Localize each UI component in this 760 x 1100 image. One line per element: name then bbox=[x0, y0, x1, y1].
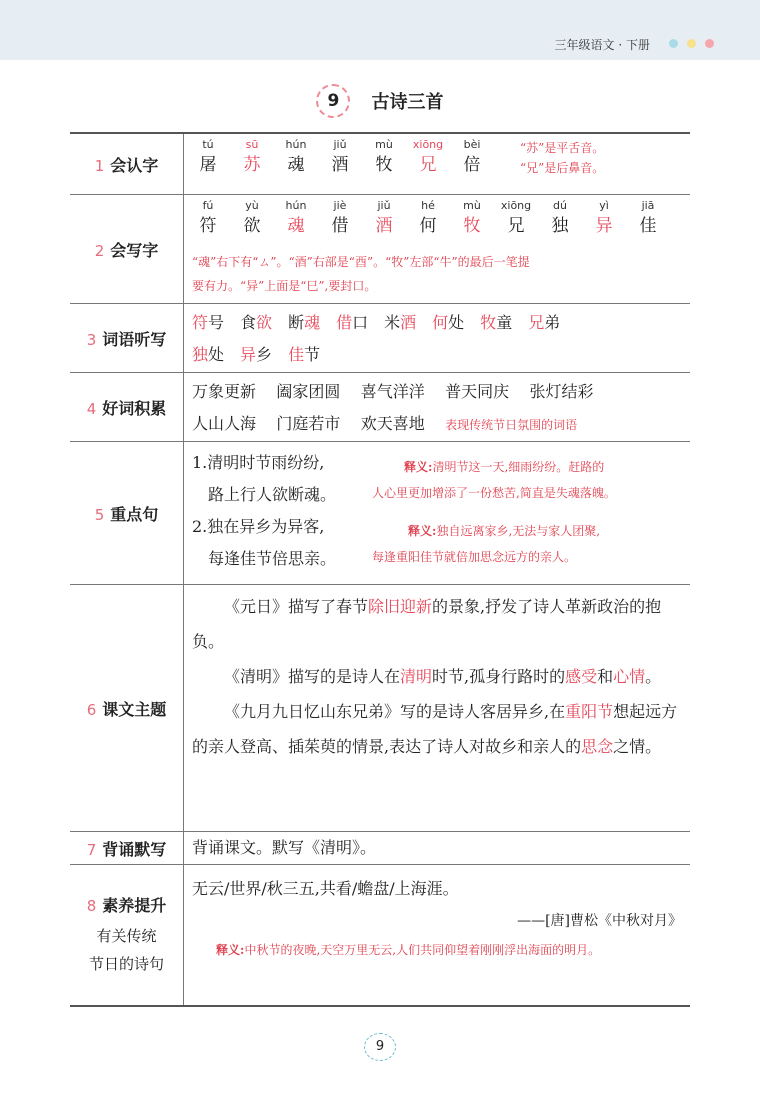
row-content: fú 符 yù 欲 hún 魂 jiè 借 jiǔ 酒 hé 何 mù 牧 xiōng 兄 dú 独 yì 异 jiā 佳 “魂”右下有“ㄙ”。“酒”右部是“酉”。“牧”左部“牛”的最后一笔提 要有力。“异”上面是“巳”,要封口。 bbox=[192, 199, 657, 293]
decor-dot-yellow bbox=[687, 39, 696, 48]
row-write bbox=[70, 195, 690, 304]
row-label: 8 素养提升 有关传统 节日的诗句 bbox=[70, 865, 184, 1005]
grade-label: 三年级语文 · 下册 bbox=[554, 38, 650, 52]
row-content: 符号 食欲 断魂 借口 米酒 何处 牧童 兄弟 独处 异乡 佳节 bbox=[192, 313, 561, 364]
lesson-title-text: 古诗三首 bbox=[371, 92, 444, 113]
row-label: 3 词语听写 bbox=[70, 304, 184, 372]
row-key-sentences bbox=[70, 442, 690, 585]
row-literacy bbox=[70, 865, 690, 1005]
row-label: 7 背诵默写 bbox=[70, 832, 184, 864]
row-dictation bbox=[70, 304, 690, 373]
decor-dot-blue bbox=[669, 39, 678, 48]
row-content: tú 屠 sū 苏 hún 魂 jiǔ 酒 mù 牧 xiōng 兄 bèi 倍 “苏”是平舌音。 “兄”是后鼻音。 bbox=[199, 138, 605, 175]
row-theme bbox=[70, 585, 690, 832]
row-content: 万象更新 阖家团圆 喜气洋洋 普天同庆 张灯结彩 人山人海 门庭若市 欢天喜地 表现传统节日氛围的词语 bbox=[192, 382, 594, 433]
row-label: 5 重点句 bbox=[70, 442, 184, 584]
row-content: 1.清明时节雨纷纷, 路上行人欲断魂。 2.独在异乡为异客, 每逢佳节倍思亲。 释义:清明节这一天,细雨纷纷。赶路的 人心里更加增添了一份愁苦,简直是失魂落魄。 释义:独自远离家乡,无法与家人团聚, 每逢重阳佳节就倍加思念远方的亲人。 bbox=[192, 453, 616, 568]
row-label: 4 好词积累 bbox=[70, 373, 184, 441]
header-bar bbox=[0, 0, 760, 60]
study-table bbox=[70, 132, 690, 1007]
row-recognize bbox=[70, 134, 690, 195]
decor-dot-pink bbox=[705, 39, 714, 48]
row-content: 《元日》描写了春节除旧迎新的景象,抒发了诗人革新政治的抱负。 《清明》描写的是诗人在清明时节,孤身行路时的感受和心情。 《九月九日忆山东兄弟》写的是诗人客居异乡,在重阳节想起远方的亲人登高、插茱萸的情景,表达了诗人对故乡和亲人的思念之情。 bbox=[192, 597, 678, 756]
row-label: 6 课文主题 bbox=[70, 585, 184, 831]
row-content: 无云/世界/秋三五,共看/蟾盘/上海涯。 ——[唐]曹松《中秋对月》 释义:中秋节的夜晚,天空万里无云,人们共同仰望着刚刚浮出海面的明月。 bbox=[192, 879, 682, 957]
row-label: 1 会认字 bbox=[70, 134, 184, 194]
lesson-title bbox=[0, 84, 760, 118]
row-content: 背诵课文。默写《清明》。 bbox=[192, 838, 377, 857]
words-note: 表现传统节日氛围的词语 bbox=[445, 418, 578, 432]
row-label: 2 会写字 bbox=[70, 195, 184, 303]
row-good-words bbox=[70, 373, 690, 442]
lesson-number: 9 bbox=[316, 84, 350, 118]
page-number: 9 bbox=[364, 1033, 396, 1061]
row-recite bbox=[70, 832, 690, 865]
